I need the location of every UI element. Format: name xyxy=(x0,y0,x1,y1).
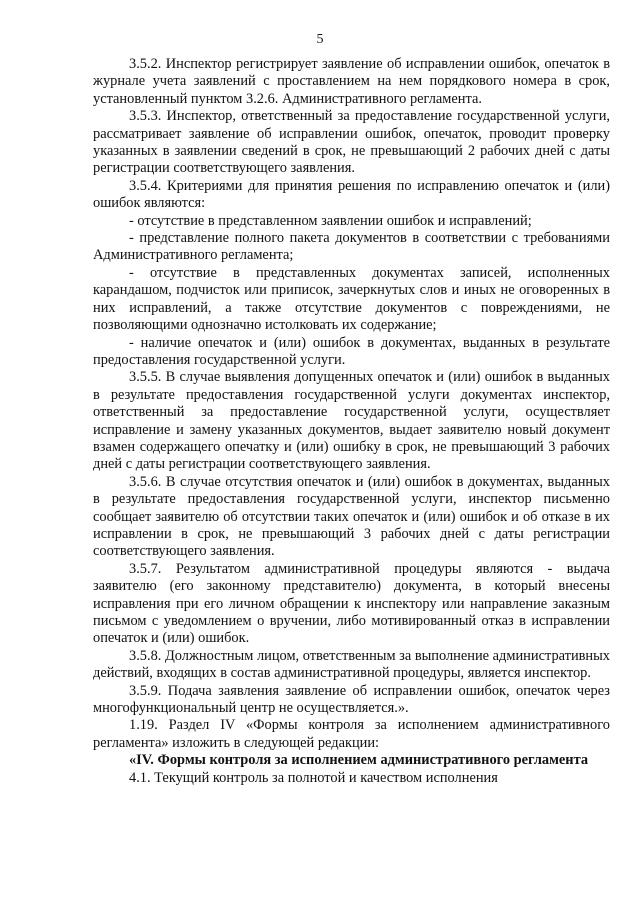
criteria-item-4: - наличие опечаток и (или) ошибок в документах, выданных в результате предоставления государственной услуги. xyxy=(93,334,610,368)
paragraph-3-5-6: 3.5.6. В случае отсутствия опечаток и (или) ошибок в документах, выданных в результате предоставления государственной услуги, инспектор письменно сообщает заявителю об отсутствии таких опечаток и (или) ошибок и об отказе в их исправлении в срок, не превышающий 3 рабочих дней с даты регистрации соответствующего заявления. xyxy=(93,473,610,560)
paragraph-3-5-2: 3.5.2. Инспектор регистрирует заявление об исправлении ошибок, опечаток в журнале учета заявлений с проставлением на нем порядкового номера в срок, установленный пунктом 3.2.6. Административного регламента. xyxy=(93,56,610,107)
paragraph-4-1: 4.1. Текущий контроль за полнотой и качеством исполнения xyxy=(129,769,498,786)
page-number: 5 xyxy=(316,32,324,47)
paragraph-3-5-5: 3.5.5. В случае выявления допущенных опечаток и (или) ошибок в выданных в результате предоставления государственной услуги документах инспектор, ответственный за предоставление государственной услуги, осуществляет исправление и замену указанных документов, выдает заявителю новый документ взамен содержащего опечатку и (или) ошибку в срок, не превышающий 3 рабочих дней с даты регистрации соответствующего заявления. xyxy=(93,369,610,473)
paragraph-3-5-3: 3.5.3. Инспектор, ответственный за предоставление государственной услуги, рассматривает заявление об исправлении ошибок, опечаток, проводит проверку указанных в заявлении сведений в срок, не превышающий 2 рабочих дней с даты регистрации соответствующего заявления. xyxy=(93,108,610,177)
paragraph-3-5-4: 3.5.4. Критериями для принятия решения по исправлению опечаток и (или) ошибок являются: xyxy=(93,177,610,212)
document-body xyxy=(93,56,610,787)
paragraph-1-19: 1.19. Раздел IV «Формы контроля за исполнением административного регламента» изложить в следующей редакции: xyxy=(93,717,610,751)
paragraph-3-5-7: 3.5.7. Результатом административной процедуры являются - выдача заявителю (его законному представителю) документа, в который внесены исправления при его личном обращении к инспектору или направление заказным письмом с уведомлением о вручении, либо мотивированный отказ в исправлении опечаток и (или) ошибок. xyxy=(93,560,610,647)
section-heading: «IV. Формы контроля за исполнением административного регламента xyxy=(128,752,589,769)
criteria-item-3: - отсутствие в представленных документах записей, исполненных карандашом, подчисток или приписок, зачеркнутых слов и иных не оговоренных в них исправлений, а также отсутствие документов с повреждениями, не позволяющими однозначно истолковать их содержание; xyxy=(93,264,610,334)
criteria-item-1: - отсутствие в представленном заявлении ошибок и исправлений; xyxy=(129,212,532,229)
criteria-item-2: - представление полного пакета документов в соответствии с требованиями Административного регламента; xyxy=(93,230,610,264)
paragraph-3-5-8: 3.5.8. Должностным лицом, ответственным за выполнение административных действий, входящих в состав административной процедуры, является инспектор. xyxy=(93,647,610,682)
paragraph-3-5-9: 3.5.9. Подача заявления заявление об исправлении ошибок, опечаток через многофункциональный центр не осуществляется.». xyxy=(93,682,610,717)
